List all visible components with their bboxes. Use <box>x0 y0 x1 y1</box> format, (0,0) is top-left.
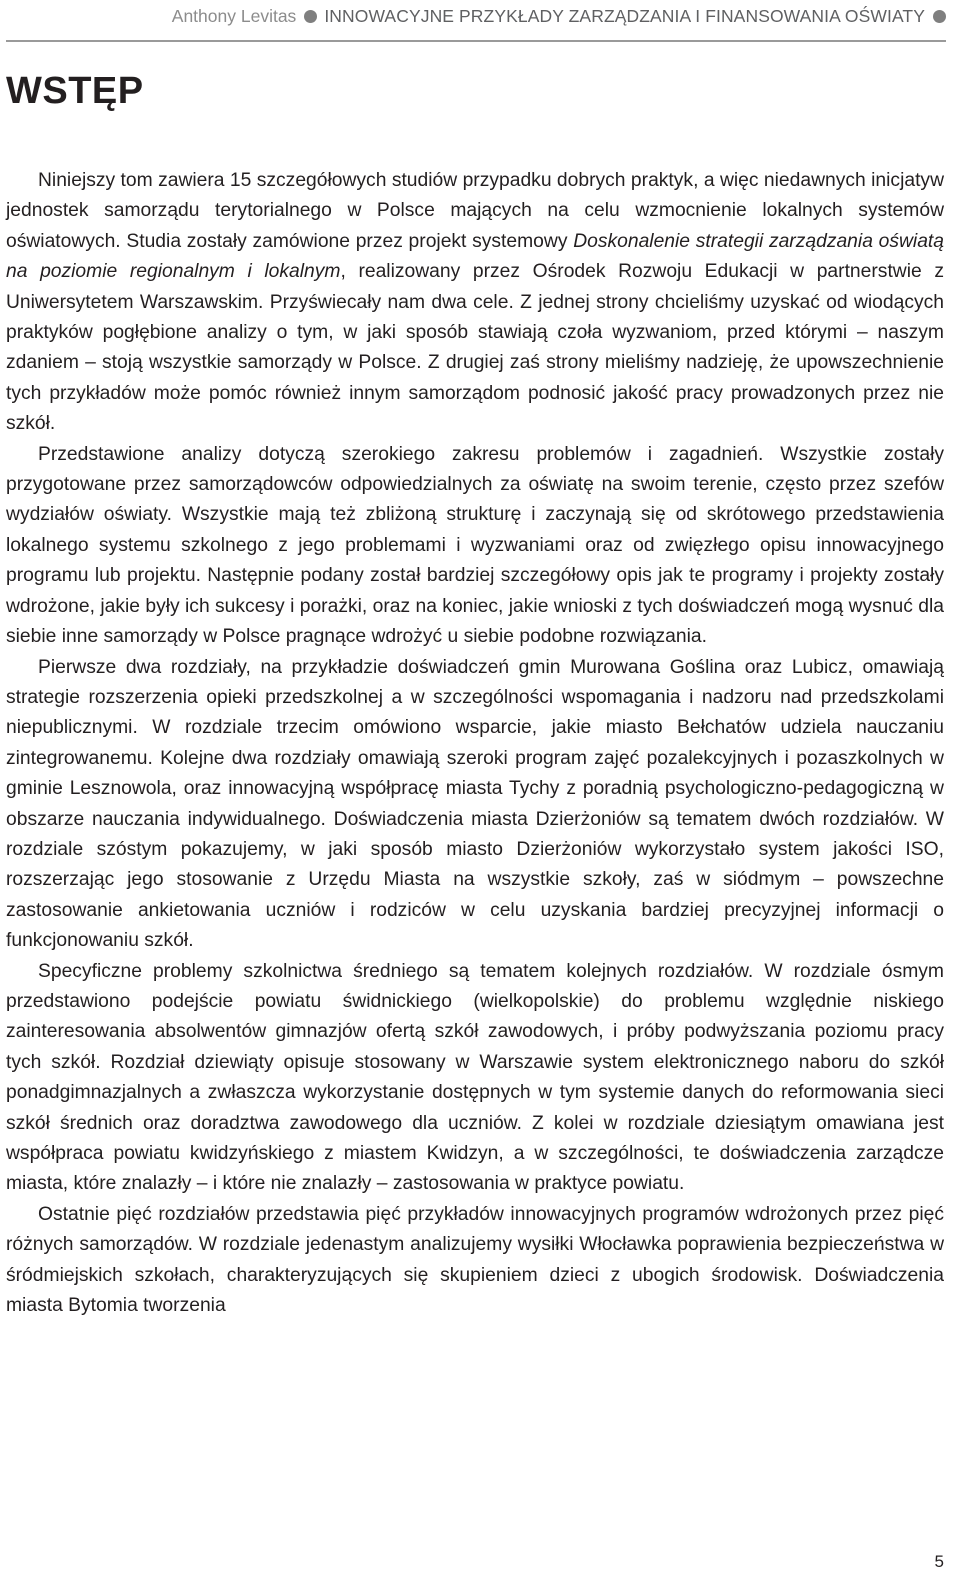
paragraph-1-text-b: , realizowany przez Ośrodek Rozwoju Edukacji w partnerstwie z Uniwersytetem Warszawskim. Przyświecały nam dwa cele. Z jednej strony chcieliśmy uzyskać od wiodących praktyków pogłębione analizy o tym, w jaki sposób stawiają czoła wyzwaniom, przed którymi – naszym zdaniem – stoją wszystkie samorządy w Polsce. Z drugiej zaś strony mieliśmy nadzieję, że upowszechnienie tych przykładów może pomóc również innym samorządom podnosić jakość pracy prowadzonych przez nie szkół. <box>6 261 944 435</box>
header-divider <box>6 40 946 42</box>
chapter-title: WSTĘP <box>6 70 144 112</box>
body-text <box>6 166 944 1321</box>
bullet-dot-icon <box>304 10 317 23</box>
project-title-italic: Doskonalenie strategii zarządzania oświatą na poziomie regionalnym i lokalnym <box>6 230 944 283</box>
header-author: Anthony Levitas <box>171 5 297 26</box>
paragraph-5: Ostatnie pięć rozdziałów przedstawia pięć przykładów innowacyjnych programów wdrożonych przez pięć różnych samorządów. W rozdziale jedenastym analizujemy wysiłki Włocławka poprawienia bezpieczeństwa w śródmiejskich szkołach, charakteryzujących się skupieniem dzieci z ubogich środowisk. Doświadczenia miasta Bytomia tworzenia <box>6 1203 944 1317</box>
paragraph-3: Pierwsze dwa rozdziały, na przykładzie doświadczeń gmin Murowana Goślina oraz Lubicz, omawiają strategie rozszerzenia opieki przedszkolnej a w szczególności wspomagania i nadzoru nad przedszkolami niepublicznymi. W rozdziale trzecim omówiono wsparcie, jakie miasto Bełchatów udziela nauczaniu zintegrowanemu. Kolejne dwa rozdziały omawiają szeroki program zajęć pozalekcyjnych i pozaszkolnych w gminie Lesznowola, oraz innowacyjną współpracę miasta Tychy z poradnią psychologiczno-pedagogiczną w obszarze nauczania indywidualnego. Doświadczenia miasta Dzierżoniów są tematem dwóch rozdziałów. W rozdziale szóstym pokazujemy, w jaki sposób miasto Dzierżoniów wykorzystało system jakości ISO, rozszerzając jego stosowanie z Urzędu Miasta na wszystkie szkoły, zaś w siódmym – powszechne zastosowanie ankietowania uczniów i rodziców w celu uzyskania bardziej precyzyjnej informacji o funkcjonowaniu szkół. <box>6 656 944 952</box>
paragraph-1-text-a: Niniejszy tom zawiera 15 szczegółowych studiów przypadku dobrych praktyk, a więc niedawnych inicjatyw jednostek samorządu terytorialnego w Polsce mających na celu wzmocnienie lokalnych systemów oświatowych. Studia zostały zamówione przez projekt systemowy <box>6 170 944 252</box>
paragraph-4: Specyficzne problemy szkolnictwa średniego są tematem kolejnych rozdziałów. W rozdziale ósmym przedstawiono podejście powiatu świdnickiego (wielkopolskie) do problemu względnie niskiego zainteresowania absolwentów gimnazjów ofertą szkół zawodowych, i próby podwyższania poziomu pracy tych szkół. Rozdział dziewiąty opisuje stosowany w Warszawie system elektronicznego naboru do szkół ponadgimnazjalnych a zwłaszcza wykorzystanie dostępnych w tym systemie danych do reformowania sieci szkół średnich oraz doradztwa zawodowego dla uczniów. Z kolei w rozdziale dziesiątym omawiana jest współpraca powiatu kwidzyńskiego z miastem Kwidzyn, a w szczególności, te doświadczenia zarządcze miasta, które znalazły – i które nie znalazły – zastosowania w praktyce powiatu. <box>6 960 944 1195</box>
paragraph-2: Przedstawione analizy dotyczą szerokiego zakresu problemów i zagadnień. Wszystkie zostały przygotowane przez samorządowców odpowiedzialnych za oświatę na swoim terenie, często przez szefów wydziałów oświaty. Wszystkie mają też zbliżoną strukturę i zaczynają się od skrótowego przedstawienia lokalnego systemu szkolnego z jego problemami i wyzwaniami oraz od zwięzłego opisu innowacyjnego programu lub projektu. Następnie podany został bardziej szczegółowy opis jak te programy i projekty zostały wdrożone, jakie były ich sukcesy i porażki, oraz na koniec, jakie wnioski z tych doświadczeń mogą wysnuć dla siebie inne samorządy w Polsce pragnące wdrożyć u siebie podobne rozwiązania. <box>6 443 944 648</box>
running-header <box>172 2 946 30</box>
bullet-dot-icon <box>933 10 946 23</box>
paragraph-1 <box>6 166 944 440</box>
page-number: 5 <box>934 1552 944 1571</box>
header-series-title: INNOWACYJNE PRZYKŁADY ZARZĄDZANIA I FINANSOWANIA OŚWIATY <box>324 5 925 26</box>
